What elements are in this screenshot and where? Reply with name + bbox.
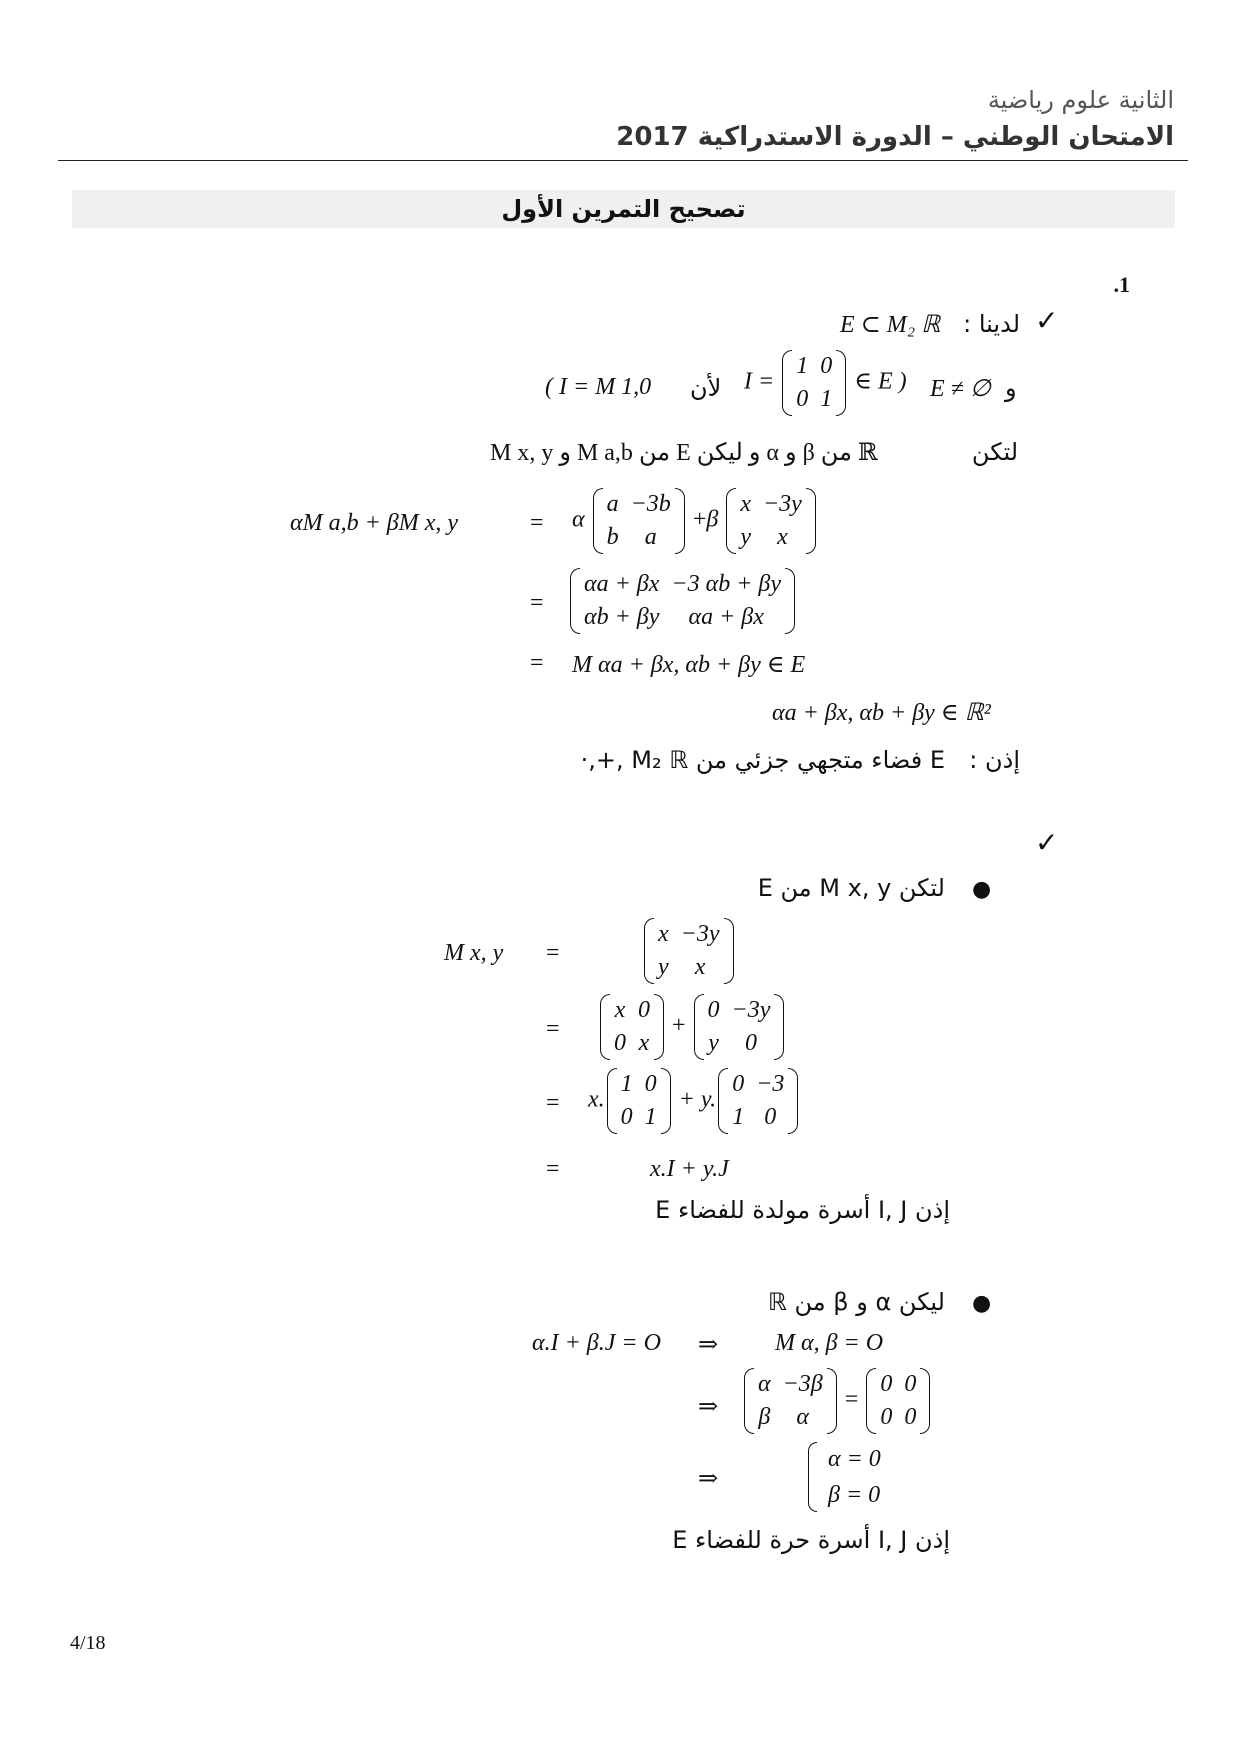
bullet-icon: ● [972,877,992,902]
eq-sign: = [546,1156,560,1182]
implies-sign: ⇒ [698,1394,719,1420]
page-number: 4/18 [70,1632,106,1654]
section-title: تصحيح التمرين الأول [501,195,746,223]
b2-matrix-eq: α −3β β α = 0 0 0 0 [742,1368,932,1434]
b1-conclusion: إذن I, J أسرة مولدة للفضاء E [655,1196,950,1224]
combined-matrix: αa + βx −3 αb + βy αb + βy αa + βx [568,568,797,634]
line2-I-def: ( I = M 1,0 [545,374,652,400]
check-icon: ✓ [1035,304,1059,337]
sum-rhs: α a −3b b a +β x −3y y x [572,488,818,554]
b1-last: x.I + y.J [650,1156,729,1182]
eq-sign: = [546,940,560,966]
header-rule [58,160,1188,161]
implies-sign: ⇒ [698,1332,719,1358]
b2-lhs: α.I + β.J = O [532,1330,661,1356]
eq-sign: = [530,590,544,616]
line8-conclusion: E فضاء متجهي جزئي من M₂ ℝ ,+,· [580,746,945,774]
line2-nonempty: E ≠ ∅ [930,376,991,402]
line8-then: إذن : [969,746,1020,774]
line2-because: لأن [690,374,722,402]
b1-split: x 0 0 x + 0 −3y y 0 [598,994,786,1060]
b2-system: α = 0 β = 0 [808,1440,887,1514]
sum-lhs: αM a,b + βM x, y [290,510,459,536]
question-number: .1 [1113,272,1130,297]
line1-text: لدينا : [963,310,1020,338]
bullet1-text: لتكن M x, y من E [757,874,945,902]
eq-sign: = [546,1016,560,1042]
implies-sign: ⇒ [698,1466,719,1492]
b2-conclusion: إذن I, J أسرة حرة للفضاء E [672,1526,950,1554]
line3-let: لتكن [971,438,1018,466]
b1-basis: x. 1 0 0 1 + y. 0 −3 1 0 [588,1068,800,1134]
eq-sign: = [546,1090,560,1116]
line7-real: αa + βx, αb + βy ∈ ℝ² [772,700,991,726]
b1-matrix-xy: x −3y y x [642,918,736,984]
line2-and: و [1005,374,1017,402]
bullet-icon: ● [972,1291,992,1316]
bullet2-text: ليكن α و β من ℝ [767,1288,945,1316]
subject-label: الثانية علوم رياضية [987,86,1174,114]
b1-lhs: M x, y [444,940,504,966]
b2-r1: M α, β = O [775,1330,884,1356]
check-icon: ✓ [1035,826,1059,859]
line2-matrix-I: I = 1 0 0 1 ∈ E ) [744,350,907,416]
eq-sign: = [530,650,544,676]
line3-text: M x, y و M a,b من E و ليكن α و β من ℝ [490,440,878,466]
exam-title: الامتحان الوطني – الدورة الاستدراكية 2017 [616,122,1174,152]
line6-result: M αa + βx, αb + βy ∈ E [572,652,806,678]
eq-sign: = [530,510,544,536]
line1-math: E ⊂ M₂ ℝ [840,312,941,338]
